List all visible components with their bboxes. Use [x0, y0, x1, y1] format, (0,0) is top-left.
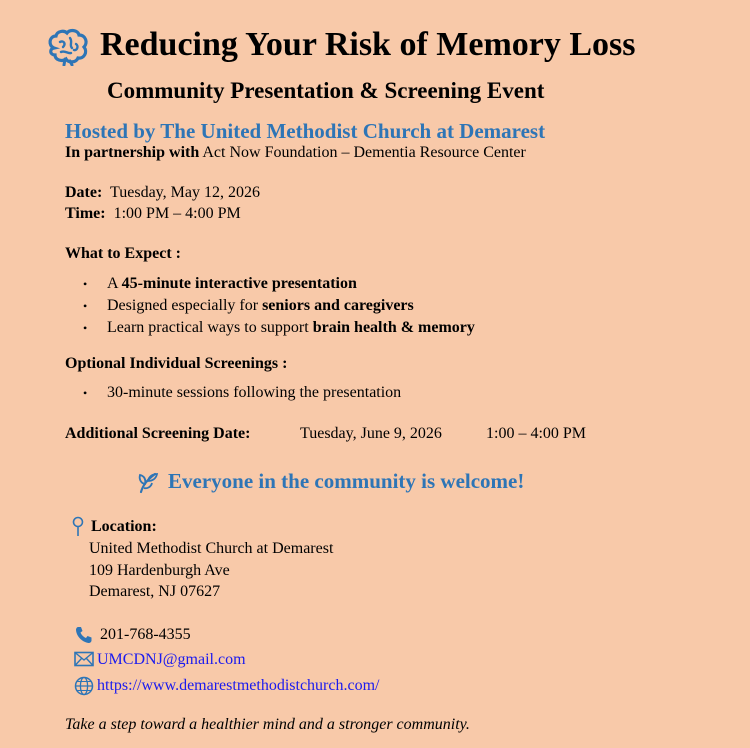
- hosted-by: Hosted by The United Methodist Church at Demarest: [65, 119, 546, 143]
- email-icon: [74, 651, 94, 667]
- address-line: United Methodist Church at Demarest: [89, 540, 334, 557]
- additional-label: Additional Screening Date:: [65, 425, 251, 442]
- item-bold-text: 45-minute interactive presentation: [121, 275, 357, 292]
- partnership-line: [65, 144, 526, 162]
- page-subtitle: Community Presentation & Screening Event: [107, 78, 545, 103]
- location-pin-icon: [70, 516, 86, 538]
- globe-icon: [74, 676, 94, 696]
- phone-number[interactable]: 201-768-4355: [100, 626, 191, 643]
- additional-date: Tuesday, June 9, 2026: [300, 425, 442, 442]
- phone-icon: [74, 626, 94, 644]
- item-text: Designed especially for: [107, 297, 259, 314]
- item-text: Learn practical ways to support: [107, 319, 309, 336]
- date-label: Date:: [65, 184, 103, 201]
- welcome-message: Everyone in the community is welcome!: [168, 469, 525, 493]
- date-value: Tuesday, May 12, 2026: [110, 184, 260, 201]
- partnership-label: In partnership with: [65, 144, 200, 161]
- sprout-icon: [136, 470, 160, 494]
- time-line: [65, 205, 241, 223]
- location-label: Location:: [91, 518, 157, 535]
- partnership-value: Act Now Foundation – Dementia Resource Center: [202, 144, 526, 161]
- email-link[interactable]: UMCDNJ@gmail.com: [97, 651, 246, 668]
- page-title: Reducing Your Risk of Memory Loss: [100, 26, 636, 63]
- address-line: 109 Hardenburgh Ave: [89, 562, 230, 579]
- screenings-heading: Optional Individual Screenings :: [65, 355, 288, 372]
- time-value: 1:00 PM – 4:00 PM: [113, 205, 241, 222]
- additional-time: 1:00 – 4:00 PM: [486, 425, 587, 442]
- list-item: [65, 317, 475, 339]
- item-bold-text: brain health & memory: [312, 319, 475, 336]
- item-text: A: [107, 275, 118, 292]
- item-text: 30-minute sessions following the presentation: [107, 384, 402, 401]
- date-line: [65, 184, 260, 202]
- list-item: [65, 382, 401, 404]
- item-bold-text: seniors and caregivers: [262, 297, 414, 314]
- address-line: Demarest, NJ 07627: [89, 583, 221, 600]
- time-label: Time:: [65, 205, 106, 222]
- website-link[interactable]: https://www.demarestmethodistchurch.com/: [97, 677, 380, 694]
- expect-list: [65, 273, 475, 339]
- expect-heading: What to Expect :: [65, 245, 181, 262]
- screenings-list: [65, 382, 401, 404]
- list-item: [65, 295, 475, 317]
- brain-icon: [46, 28, 90, 66]
- list-item: [65, 273, 475, 295]
- footer-tagline: Take a step toward a healthier mind and a stronger community.: [65, 716, 470, 733]
